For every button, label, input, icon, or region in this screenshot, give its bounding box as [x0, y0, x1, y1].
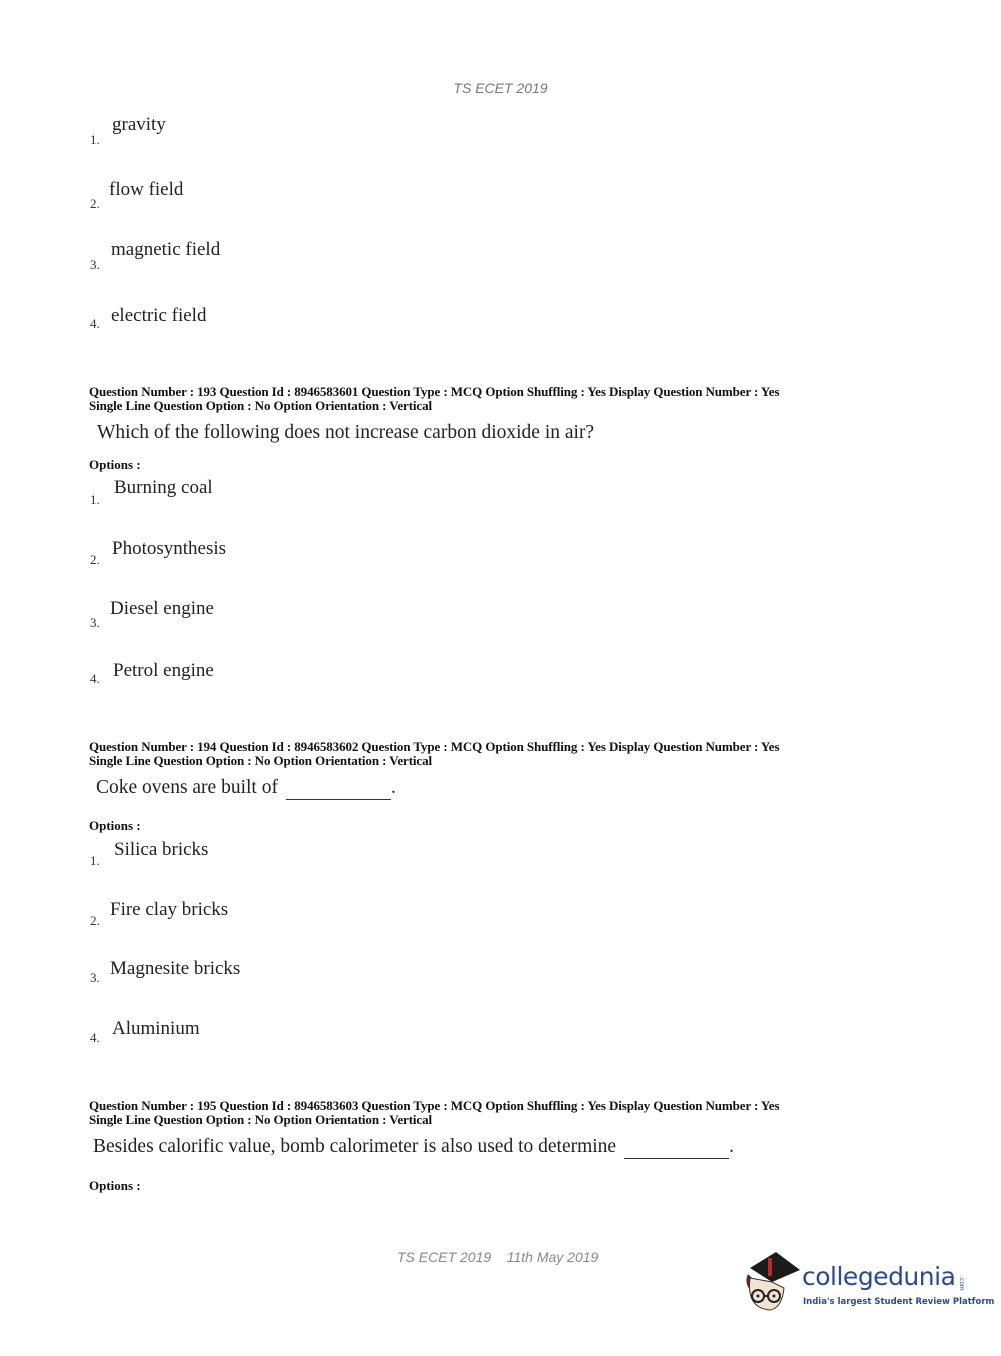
- mascot-icon: [742, 1248, 802, 1318]
- answer-blank: [286, 777, 391, 800]
- question-meta: Single Line Question Option : No Option Orientation : Vertical: [89, 753, 433, 768]
- logo-wordmark: collegedunia: [802, 1262, 956, 1291]
- option-text: Diesel engine: [110, 598, 214, 619]
- option-number: 1.: [90, 132, 100, 147]
- logo-tagline: India's largest Student Review Platform: [803, 1297, 995, 1307]
- footer-date: 11th May 2019: [506, 1249, 599, 1265]
- option-number: 2.: [90, 552, 100, 567]
- option-number: 4.: [90, 316, 100, 331]
- option-number: 2.: [90, 196, 100, 211]
- question-text-row: Coke ovens are built of .: [96, 777, 396, 798]
- option-number: 1.: [90, 492, 100, 507]
- options-label: Options :: [89, 1178, 141, 1193]
- option-text: Silica bricks: [114, 839, 209, 860]
- question-meta: Single Line Question Option : No Option Orientation : Vertical: [89, 398, 433, 413]
- question-text: Which of the following does not increase carbon dioxide in air?: [97, 422, 595, 443]
- logo-suffix: .com: [958, 1276, 965, 1291]
- option-text: flow field: [109, 179, 184, 200]
- question-meta: Single Line Question Option : No Option Orientation : Vertical: [89, 1112, 433, 1127]
- option-text: electric field: [111, 305, 207, 326]
- question-meta: Question Number : 193 Question Id : 8946583601 Question Type : MCQ Option Shuffling : Yes Display Question Number : Yes: [89, 384, 780, 399]
- option-number: 4.: [90, 1030, 100, 1045]
- options-label: Options :: [89, 818, 141, 833]
- option-text: Magnesite bricks: [110, 958, 241, 979]
- question-text: Coke ovens are built of: [96, 777, 278, 798]
- option-text: gravity: [112, 114, 166, 135]
- option-text: Aluminium: [112, 1018, 200, 1039]
- option-number: 2.: [90, 913, 100, 928]
- option-text: Fire clay bricks: [110, 899, 229, 920]
- option-text: Petrol engine: [113, 660, 214, 681]
- options-label: Options :: [89, 457, 141, 472]
- option-text: magnetic field: [111, 239, 221, 260]
- question-text: Besides calorific value, bomb calorimeter is also used to determine: [93, 1136, 617, 1157]
- option-number: 1.: [90, 853, 100, 868]
- page-header: TS ECET 2019: [453, 80, 548, 96]
- option-number: 3.: [90, 257, 100, 272]
- option-text: Photosynthesis: [112, 538, 227, 559]
- option-number: 3.: [90, 970, 100, 985]
- question-meta: Question Number : 194 Question Id : 8946583602 Question Type : MCQ Option Shuffling : Yes Display Question Number : Yes: [89, 739, 780, 754]
- option-number: 4.: [90, 671, 100, 686]
- question-text-row: Besides calorific value, bomb calorimeter is also used to determine .: [93, 1136, 734, 1157]
- footer-exam: TS ECET 2019: [397, 1249, 492, 1265]
- option-number: 3.: [90, 615, 100, 630]
- option-text: Burning coal: [114, 477, 213, 498]
- answer-blank: [624, 1136, 729, 1159]
- question-meta: Question Number : 195 Question Id : 8946583603 Question Type : MCQ Option Shuffling : Yes Display Question Number : Yes: [89, 1098, 780, 1113]
- page-footer: [397, 1249, 598, 1265]
